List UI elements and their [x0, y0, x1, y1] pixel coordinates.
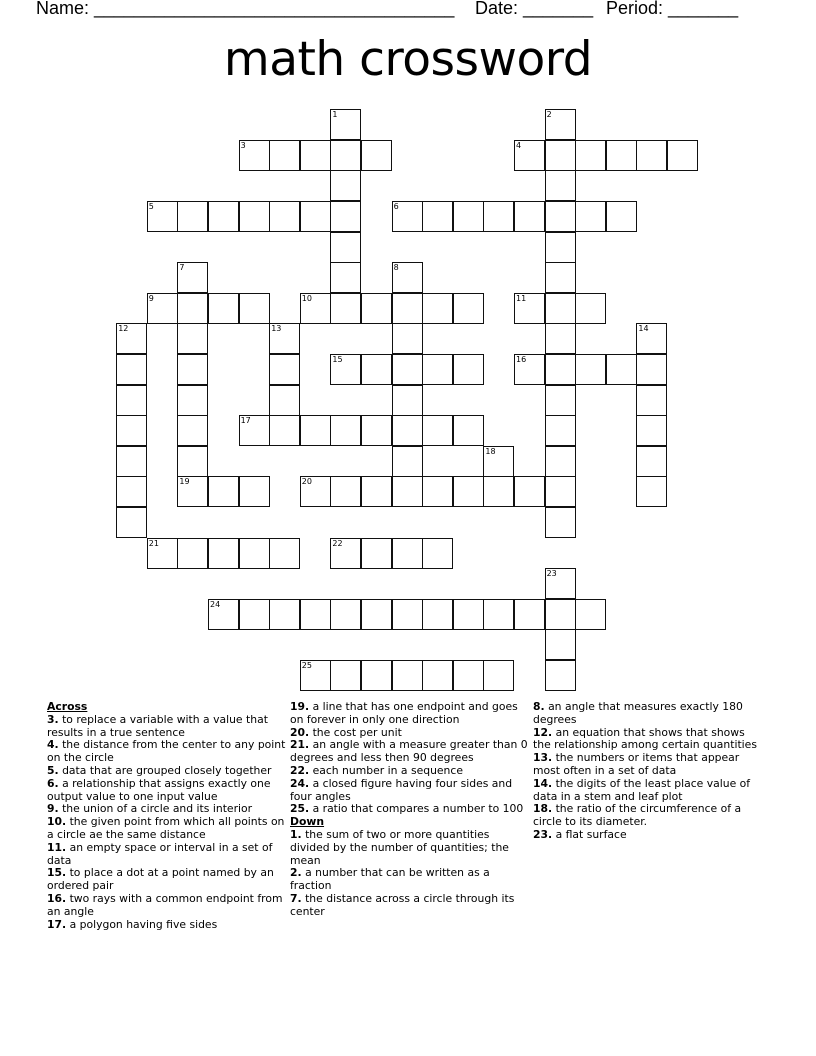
across-clue — [47, 739, 287, 765]
grid-cell[interactable] — [392, 201, 423, 232]
grid-cell[interactable] — [177, 476, 208, 507]
clue-number-label: 6 — [393, 202, 399, 211]
grid-cell[interactable] — [483, 476, 514, 507]
grid-cell[interactable] — [575, 140, 606, 171]
grid-cell[interactable] — [208, 476, 239, 507]
grid-cell[interactable] — [330, 232, 361, 263]
clue-number: 24. — [290, 776, 310, 790]
grid-cell[interactable] — [545, 109, 576, 140]
grid-cell[interactable] — [177, 415, 208, 446]
clue-text: a polygon having five sides — [69, 917, 218, 931]
grid-cell[interactable] — [208, 201, 239, 232]
clue-text: an empty space or interval in a set of data — [47, 840, 273, 867]
down-clue — [533, 803, 765, 829]
grid-cell[interactable] — [545, 568, 576, 599]
grid-cell[interactable] — [330, 415, 361, 446]
grid-cell[interactable] — [177, 385, 208, 416]
grid-cell[interactable] — [514, 293, 545, 324]
grid-cell[interactable] — [116, 354, 147, 385]
grid-cell[interactable] — [208, 599, 239, 630]
grid-cell[interactable] — [545, 476, 576, 507]
grid-cell[interactable] — [636, 385, 667, 416]
period-field[interactable]: Period: _______ — [606, 0, 739, 18]
grid-cell[interactable] — [636, 354, 667, 385]
grid-cell[interactable] — [392, 538, 423, 569]
grid-cell[interactable] — [116, 507, 147, 538]
down-clue — [533, 727, 765, 753]
grid-cell[interactable] — [177, 354, 208, 385]
down-clue — [290, 867, 530, 893]
clue-number-label: 23 — [546, 569, 557, 579]
grid-cell[interactable] — [239, 201, 270, 232]
grid-cell[interactable] — [330, 476, 361, 507]
grid-cell[interactable] — [483, 201, 514, 232]
clue-text: a line that has one endpoint and goes on forever in only one direction — [290, 700, 518, 726]
grid-cell[interactable] — [361, 140, 392, 171]
grid-cell[interactable] — [269, 201, 300, 232]
clue-number-label: 21 — [148, 538, 159, 548]
grid-cell[interactable] — [545, 354, 576, 385]
grid-cell[interactable] — [545, 293, 576, 324]
grid-cell[interactable] — [453, 293, 484, 324]
clue-number: 5. — [47, 763, 59, 777]
grid-cell[interactable] — [361, 415, 392, 446]
grid-cell[interactable] — [361, 660, 392, 691]
grid-cell[interactable] — [330, 262, 361, 293]
clue-number-label: 3 — [240, 140, 246, 150]
grid-cell[interactable] — [453, 415, 484, 446]
grid-cell[interactable] — [483, 446, 514, 477]
clue-number-label: 25 — [301, 661, 312, 670]
clue-text: the digits of the least place value of data in a stem and leaf plot — [533, 776, 751, 803]
grid-cell[interactable] — [177, 262, 208, 293]
across-clue — [47, 714, 287, 740]
clue-number: 21. — [290, 738, 310, 752]
name-field[interactable]: Name: ____________________________________ — [36, 0, 455, 18]
clue-number: 17. — [47, 917, 67, 931]
grid-cell[interactable] — [361, 599, 392, 630]
grid-cell[interactable] — [239, 415, 270, 446]
clue-number-label: 19 — [179, 477, 190, 487]
grid-cell[interactable] — [177, 201, 208, 232]
clue-number-label: 4 — [516, 140, 522, 150]
grid-cell[interactable] — [392, 660, 423, 691]
clue-number-label: 7 — [179, 263, 185, 273]
grid-cell[interactable] — [147, 293, 178, 324]
grid-cell[interactable] — [483, 599, 514, 630]
across-clue — [47, 842, 287, 868]
grid-cell[interactable] — [116, 323, 147, 354]
across-clue — [290, 701, 530, 727]
grid-cell[interactable] — [177, 446, 208, 477]
clue-text: two rays with a common endpoint from an angle — [47, 891, 283, 918]
grid-cell[interactable] — [636, 476, 667, 507]
grid-cell[interactable] — [636, 323, 667, 354]
grid-cell[interactable] — [453, 660, 484, 691]
grid-cell[interactable] — [116, 476, 147, 507]
clue-text: each number in a sequence — [312, 763, 463, 777]
grid-cell[interactable] — [422, 538, 453, 569]
grid-cell[interactable] — [453, 354, 484, 385]
grid-cell[interactable] — [453, 476, 484, 507]
clue-number-label: 12 — [118, 324, 129, 334]
clue-number: 22. — [290, 763, 310, 777]
grid-cell[interactable] — [269, 140, 300, 171]
clue-text: a number that can be written as a fraction — [290, 866, 490, 893]
clue-number: 4. — [47, 738, 59, 752]
grid-cell[interactable] — [453, 201, 484, 232]
grid-cell[interactable] — [330, 109, 361, 140]
grid-cell[interactable] — [208, 293, 239, 324]
grid-cell[interactable] — [545, 507, 576, 538]
grid-cell[interactable] — [177, 293, 208, 324]
grid-cell[interactable] — [392, 293, 423, 324]
grid-cell[interactable] — [545, 415, 576, 446]
grid-cell[interactable] — [636, 446, 667, 477]
clue-number-label: 15 — [332, 355, 343, 364]
grid-cell[interactable] — [330, 354, 361, 385]
grid-cell[interactable] — [667, 140, 698, 171]
clue-number: 13. — [533, 751, 553, 765]
clue-number: 1. — [290, 827, 302, 841]
across-clue — [47, 816, 287, 842]
grid-cell[interactable] — [545, 446, 576, 477]
clue-number-label: 1 — [332, 110, 338, 120]
grid-cell[interactable] — [361, 354, 392, 385]
clue-number: 15. — [47, 866, 67, 880]
grid-cell[interactable] — [514, 201, 545, 232]
clue-number: 20. — [290, 725, 310, 739]
grid-cell[interactable] — [514, 354, 545, 385]
grid-cell[interactable] — [239, 599, 270, 630]
grid-cell[interactable] — [545, 201, 576, 232]
clue-text: the sum of two or more quantities divided by the number of quantities; the mean — [290, 827, 509, 867]
down-clue — [533, 752, 765, 778]
clue-text: the distance across a circle through its center — [290, 891, 515, 918]
grid-cell[interactable] — [514, 140, 545, 171]
down-clue — [290, 893, 530, 919]
clue-number: 19. — [290, 700, 310, 713]
across-clue — [290, 803, 530, 816]
clue-text: a flat surface — [555, 827, 627, 841]
clue-number: 16. — [47, 891, 67, 905]
clue-number-label: 8 — [393, 263, 399, 273]
grid-cell[interactable] — [269, 385, 300, 416]
clue-number-label: 10 — [301, 293, 312, 303]
grid-cell[interactable] — [177, 538, 208, 569]
grid-cell[interactable] — [300, 476, 331, 507]
clue-number: 25. — [290, 802, 310, 816]
clue-number-label: 9 — [148, 293, 154, 303]
grid-cell[interactable] — [361, 538, 392, 569]
grid-cell[interactable] — [392, 323, 423, 354]
clue-number-label: 22 — [332, 538, 343, 548]
across-clue — [47, 867, 287, 893]
grid-cell[interactable] — [422, 354, 453, 385]
grid-cell[interactable] — [545, 170, 576, 201]
grid-cell[interactable] — [269, 538, 300, 569]
across-heading: Across — [47, 700, 88, 713]
grid-cell[interactable] — [361, 293, 392, 324]
date-field[interactable]: Date: _______ — [475, 0, 594, 18]
clue-number: 14. — [533, 776, 553, 790]
grid-cell[interactable] — [545, 599, 576, 630]
clues-column-2 — [290, 701, 530, 919]
grid-cell[interactable] — [208, 538, 239, 569]
clue-number-label: 13 — [271, 324, 282, 334]
grid-cell[interactable] — [269, 415, 300, 446]
grid-cell[interactable] — [269, 354, 300, 385]
grid-cell[interactable] — [422, 476, 453, 507]
across-clue — [290, 739, 530, 765]
grid-cell[interactable] — [116, 415, 147, 446]
clue-text: an equation that shows that shows the relationship among certain quantities — [533, 725, 757, 752]
grid-cell[interactable] — [147, 538, 178, 569]
clue-number-label: 5 — [148, 202, 154, 211]
down-clue — [533, 829, 765, 842]
grid-cell[interactable] — [116, 446, 147, 477]
clue-text: an angle with a measure greater than 0 degrees and less then 90 degrees — [290, 738, 528, 765]
grid-cell[interactable] — [300, 599, 331, 630]
grid-cell[interactable] — [636, 140, 667, 171]
clue-text: the distance from the center to any point on the circle — [47, 738, 286, 765]
grid-cell[interactable] — [545, 140, 576, 171]
grid-cell[interactable] — [545, 232, 576, 263]
grid-cell[interactable] — [392, 415, 423, 446]
clue-number-label: 18 — [485, 446, 496, 456]
clue-number-label: 14 — [638, 324, 649, 334]
clue-text: the numbers or items that appear most often in a set of data — [533, 751, 740, 777]
grid-cell[interactable] — [606, 354, 637, 385]
clue-number: 11. — [47, 840, 67, 854]
grid-cell[interactable] — [392, 262, 423, 293]
clue-number: 6. — [47, 776, 59, 790]
clue-number: 10. — [47, 815, 67, 829]
grid-cell[interactable] — [514, 476, 545, 507]
down-clue — [533, 701, 765, 727]
grid-cell[interactable] — [330, 201, 361, 232]
grid-cell[interactable] — [177, 323, 208, 354]
clue-number-label: 17 — [240, 416, 251, 426]
grid-cell[interactable] — [239, 293, 270, 324]
clue-number: 23. — [533, 827, 553, 841]
grid-cell[interactable] — [545, 323, 576, 354]
grid-cell[interactable] — [483, 660, 514, 691]
clue-text: the cost per unit — [312, 725, 402, 739]
clue-number-label: 20 — [301, 477, 312, 487]
grid-cell[interactable] — [239, 140, 270, 171]
clues-column-1 — [47, 701, 287, 931]
across-clue — [47, 778, 287, 804]
grid-cell[interactable] — [361, 476, 392, 507]
grid-cell[interactable] — [606, 201, 637, 232]
grid-cell[interactable] — [392, 476, 423, 507]
grid-cell[interactable] — [545, 629, 576, 660]
clue-number: 2. — [290, 866, 302, 880]
across-clue — [290, 778, 530, 804]
grid-cell[interactable] — [330, 293, 361, 324]
down-clue — [533, 778, 765, 804]
clue-number-label: 16 — [516, 355, 527, 364]
clue-number-label: 11 — [516, 293, 527, 303]
clue-number-label: 24 — [210, 599, 221, 609]
grid-cell[interactable] — [606, 140, 637, 171]
grid-cell[interactable] — [300, 201, 331, 232]
page-title: math crossword — [223, 32, 593, 87]
grid-cell[interactable] — [545, 660, 576, 691]
clue-number: 8. — [533, 700, 545, 713]
grid-cell[interactable] — [453, 599, 484, 630]
grid-cell[interactable] — [300, 140, 331, 171]
grid-cell[interactable] — [575, 201, 606, 232]
grid-cell[interactable] — [239, 538, 270, 569]
across-clue — [47, 919, 287, 932]
clue-text: an angle that measures exactly 180 degrees — [533, 700, 743, 726]
clue-text: a relationship that assigns exactly one output value to one input value — [47, 776, 271, 803]
grid-cell[interactable] — [422, 415, 453, 446]
clue-text: data that are grouped closely together — [62, 763, 272, 777]
clue-number: 7. — [290, 891, 302, 905]
grid-cell[interactable] — [147, 201, 178, 232]
grid-cell[interactable] — [330, 599, 361, 630]
grid-cell[interactable] — [392, 599, 423, 630]
grid-cell[interactable] — [239, 476, 270, 507]
clue-text: the ratio of the circumference of a circle to its diameter. — [533, 802, 742, 829]
grid-cell[interactable] — [116, 385, 147, 416]
grid-cell[interactable] — [392, 446, 423, 477]
clue-text: to place a dot at a point named by an ordered pair — [47, 866, 274, 893]
down-heading: Down — [290, 815, 325, 829]
grid-cell[interactable] — [300, 293, 331, 324]
grid-cell[interactable] — [300, 415, 331, 446]
grid-cell[interactable] — [392, 354, 423, 385]
clue-text: the given point from which all points on a circle ae the same distance — [47, 815, 285, 841]
clue-number: 12. — [533, 725, 553, 739]
grid-cell[interactable] — [269, 599, 300, 630]
grid-cell[interactable] — [300, 660, 331, 691]
grid-cell[interactable] — [269, 323, 300, 354]
clues-column-3 — [533, 701, 765, 842]
grid-cell[interactable] — [575, 599, 606, 630]
down-clue — [290, 829, 530, 867]
clue-text: a closed figure having four sides and four angles — [290, 776, 513, 803]
grid-cell[interactable] — [422, 293, 453, 324]
grid-cell[interactable] — [330, 660, 361, 691]
clue-number: 18. — [533, 802, 553, 816]
grid-cell[interactable] — [392, 385, 423, 416]
clue-number: 9. — [47, 802, 59, 816]
grid-cell[interactable] — [330, 538, 361, 569]
clue-number-label: 2 — [546, 110, 552, 120]
grid-cell[interactable] — [545, 385, 576, 416]
grid-cell[interactable] — [422, 660, 453, 691]
grid-cell[interactable] — [330, 140, 361, 171]
clue-text: the union of a circle and its interior — [62, 802, 253, 816]
grid-cell[interactable] — [575, 293, 606, 324]
grid-cell[interactable] — [330, 170, 361, 201]
grid-cell[interactable] — [575, 354, 606, 385]
grid-cell[interactable] — [636, 415, 667, 446]
clue-number: 3. — [47, 712, 59, 726]
grid-cell[interactable] — [514, 599, 545, 630]
grid-cell[interactable] — [422, 201, 453, 232]
grid-cell[interactable] — [422, 599, 453, 630]
clue-text: to replace a variable with a value that results in a true sentence — [47, 712, 268, 739]
grid-cell[interactable] — [545, 262, 576, 293]
across-clue — [47, 893, 287, 919]
clue-text: a ratio that compares a number to 100 — [312, 802, 524, 816]
